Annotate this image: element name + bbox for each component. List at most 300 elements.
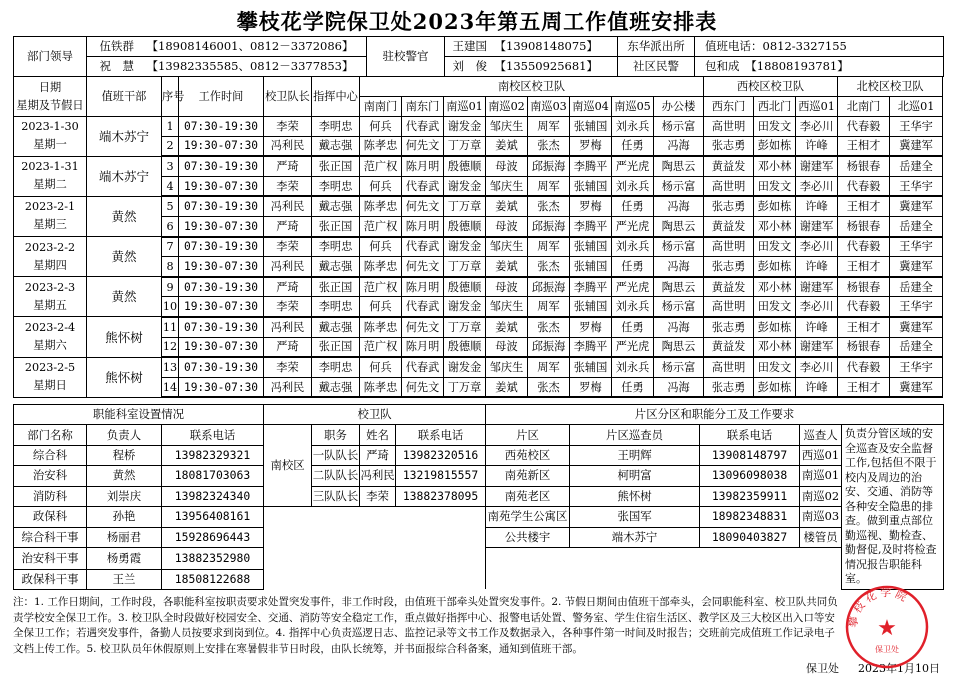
guard-name: 王华宇 xyxy=(890,297,943,317)
duty-cadre: 黄然 xyxy=(87,196,162,236)
guard-name: 张正国 xyxy=(312,156,360,176)
guard-name: 丁万章 xyxy=(444,257,486,277)
week-text: 星期四 xyxy=(33,258,67,272)
guard-name: 杨示富 xyxy=(654,357,704,377)
guard-role: 三队队长 xyxy=(312,486,360,506)
guard-name: 罗梅 xyxy=(570,377,612,397)
guard-name: 高世明 xyxy=(704,297,754,317)
guard-name: 高世明 xyxy=(704,117,754,137)
date-text: 2023-1-30 xyxy=(21,120,79,134)
guard-name: 李必川 xyxy=(796,297,838,317)
contact-row xyxy=(14,445,944,465)
guard-name: 张杰 xyxy=(528,196,570,216)
guard-name: 谢建军 xyxy=(796,277,838,297)
west-team-header: 西校区校卫队 xyxy=(704,77,838,97)
dept-head: 杨丽君 xyxy=(87,528,162,548)
police-name: 刘 俊 xyxy=(445,57,495,77)
guard-name: 高世明 xyxy=(704,357,754,377)
guard-name: 黄益发 xyxy=(704,337,754,357)
guard-name: 罗梅 xyxy=(570,196,612,216)
date-text: 2023-1-31 xyxy=(21,160,79,174)
guard-name: 冯海 xyxy=(654,257,704,277)
guard-name: 何先文 xyxy=(402,317,444,337)
guard-name: 谢建军 xyxy=(796,216,838,236)
work-time: 07:30-19:30 xyxy=(179,357,264,377)
guard-name: 王华宇 xyxy=(890,357,943,377)
guard-name: 邹庆生 xyxy=(486,357,528,377)
guard-name: 何兵 xyxy=(360,117,402,137)
post-header: 南巡03 xyxy=(528,97,570,117)
guard-name: 李明忠 xyxy=(312,117,360,137)
schedule-row xyxy=(14,237,943,257)
guard-name: 李腾平 xyxy=(570,156,612,176)
guard-name: 代春毅 xyxy=(838,297,890,317)
guard-section-title: 校卫队 xyxy=(264,405,486,425)
guard-name: 黄益发 xyxy=(704,156,754,176)
seq-number: 7 xyxy=(162,237,179,257)
dept-phone: 13982329321 xyxy=(162,445,264,465)
guard-name: 任勇 xyxy=(612,136,654,156)
seq-number: 3 xyxy=(162,156,179,176)
duty-header: 值班干部 xyxy=(87,77,162,117)
seq-number: 6 xyxy=(162,216,179,236)
duty-cadre: 端木苏宁 xyxy=(87,117,162,157)
seal-star-icon: ★ xyxy=(877,616,897,641)
guard-name: 邹庆生 xyxy=(486,297,528,317)
guard-name: 张杰 xyxy=(528,257,570,277)
zone-name: 南苑老区 xyxy=(486,486,570,506)
post-header: 南巡04 xyxy=(570,97,612,117)
guard-name: 陈月明 xyxy=(402,216,444,236)
guard-name: 严琦 xyxy=(264,156,312,176)
dept-section-title: 职能科室设置情况 xyxy=(14,405,264,425)
dept-head: 程桥 xyxy=(87,445,162,465)
guard-name: 张正国 xyxy=(312,277,360,297)
guard-name: 殷德顺 xyxy=(444,337,486,357)
guard-name: 陶思云 xyxy=(654,216,704,236)
guard-name: 杨示富 xyxy=(654,176,704,196)
station-name: 东华派出所 xyxy=(618,37,695,57)
guard-name: 张辅国 xyxy=(570,176,612,196)
guard-name: 谢发金 xyxy=(444,237,486,257)
guard-name: 严光虎 xyxy=(612,156,654,176)
guard-name: 姜斌 xyxy=(486,136,528,156)
guard-name: 陶思云 xyxy=(654,337,704,357)
guard-name: 刘永兵 xyxy=(612,237,654,257)
community-label: 社区民警 xyxy=(618,57,695,77)
police-phone: 【13550925681】 xyxy=(495,57,618,77)
work-time: 07:30-19:30 xyxy=(179,117,264,137)
dept-name: 政保科干事 xyxy=(14,569,87,589)
zone-inspector: 端木苏宁 xyxy=(570,528,700,548)
guard-name: 邹庆生 xyxy=(486,117,528,137)
leader-phone: 【18908146001、0812－3372086】 xyxy=(147,37,367,57)
schedule-row xyxy=(14,196,943,216)
date-cell xyxy=(14,156,87,196)
official-seal xyxy=(844,584,930,670)
week-text: 星期六 xyxy=(33,339,67,353)
guard-name: 冯利民 xyxy=(264,196,312,216)
post-header: 北巡01 xyxy=(890,97,943,117)
guard-name: 彭如栋 xyxy=(754,377,796,397)
guard-name: 杨示富 xyxy=(654,117,704,137)
zone-phone: 18982348831 xyxy=(700,506,800,527)
zone-name: 南苑新区 xyxy=(486,466,570,486)
captain-header: 校卫队长 xyxy=(264,77,312,117)
guard-name: 代春毅 xyxy=(838,117,890,137)
post-header: 北南门 xyxy=(838,97,890,117)
post-header: 办公楼 xyxy=(654,97,704,117)
police-label: 驻校警官 xyxy=(367,37,445,77)
guard-name: 戴志强 xyxy=(312,136,360,156)
guard-name: 李荣 xyxy=(264,117,312,137)
guard-name: 邓小林 xyxy=(754,277,796,297)
guard-name: 张辅国 xyxy=(570,297,612,317)
guard-area: 南校区 xyxy=(264,425,312,507)
guard-name: 严琦 xyxy=(360,445,396,465)
guard-name: 李明忠 xyxy=(312,176,360,196)
duty-cadre: 黄然 xyxy=(87,277,162,317)
guard-name: 罗梅 xyxy=(570,136,612,156)
dept-head: 王兰 xyxy=(87,569,162,589)
guard-name: 刘永兵 xyxy=(612,357,654,377)
guard-name: 李荣 xyxy=(360,486,396,506)
center-header: 指挥中心 xyxy=(312,77,360,117)
guard-name: 张辅国 xyxy=(570,357,612,377)
work-time: 19:30-07:30 xyxy=(179,176,264,196)
guard-name: 冯海 xyxy=(654,377,704,397)
guard-name: 王华宇 xyxy=(890,237,943,257)
guard-name: 陈孝忠 xyxy=(360,136,402,156)
guard-name: 张辅国 xyxy=(570,117,612,137)
guard-name: 冯利民 xyxy=(264,317,312,337)
post-header: 西巡01 xyxy=(796,97,838,117)
guard-name: 李荣 xyxy=(264,176,312,196)
guard-name: 丁万章 xyxy=(444,196,486,216)
guard-name: 范广权 xyxy=(360,156,402,176)
guard-name: 李必川 xyxy=(796,117,838,137)
guard-phone: 13219815557 xyxy=(396,466,486,486)
schedule-row xyxy=(14,117,943,137)
guard-name: 田发文 xyxy=(754,117,796,137)
guard-phone: 13882378095 xyxy=(396,486,486,506)
zone-patrol: 南巡03 xyxy=(800,506,842,527)
guard-phone: 13982320516 xyxy=(396,445,486,465)
guard-name: 罗梅 xyxy=(570,317,612,337)
guard-name: 杨示富 xyxy=(654,297,704,317)
guard-name: 严光虎 xyxy=(612,337,654,357)
guard-name: 陈孝忠 xyxy=(360,196,402,216)
zone-requirements: 负责分管区域的安全巡查及安全监督工作,包括但不限于校内及周边的治安、交通、消防等各种安全隐患的排查。做到重点部位勤巡视、勤检查、勤督促,及时将检查情况报告职能科室。 xyxy=(842,425,944,590)
guard-name: 代春武 xyxy=(402,117,444,137)
guard-name: 谢建军 xyxy=(796,337,838,357)
dept-head: 黄然 xyxy=(87,466,162,486)
guard-name: 范广权 xyxy=(360,277,402,297)
dept-phone: 13982324340 xyxy=(162,486,264,506)
police-phone: 【13908148075】 xyxy=(495,37,618,57)
guard-name: 周军 xyxy=(528,357,570,377)
dept-phone: 13956408161 xyxy=(162,506,264,527)
guard-name: 冀建军 xyxy=(890,317,943,337)
guard-role: 一队队长 xyxy=(312,445,360,465)
guard-name: 姜斌 xyxy=(486,317,528,337)
guard-name: 何兵 xyxy=(360,297,402,317)
guard-col-header: 职务 xyxy=(312,425,360,445)
guard-name: 李必川 xyxy=(796,357,838,377)
guard-name: 姜斌 xyxy=(486,257,528,277)
guard-name: 邱振海 xyxy=(528,337,570,357)
dept-phone: 18508122688 xyxy=(162,569,264,589)
post-header: 西北门 xyxy=(754,97,796,117)
guard-name: 周军 xyxy=(528,297,570,317)
week-text: 星期五 xyxy=(33,298,67,312)
guard-name: 何兵 xyxy=(360,357,402,377)
leader-phone: 【13982335585、0812－3377853】 xyxy=(147,57,367,77)
guard-name: 许峰 xyxy=(796,196,838,216)
zone-patrol: 楼管员 xyxy=(800,528,842,548)
duty-cadre: 黄然 xyxy=(87,237,162,277)
guard-name: 戴志强 xyxy=(312,317,360,337)
date-text: 2023-2-3 xyxy=(24,280,76,294)
dept-head: 杨勇霞 xyxy=(87,548,162,569)
guard-name: 丁万章 xyxy=(444,136,486,156)
dept-name: 政保科 xyxy=(14,506,87,527)
seq-number: 14 xyxy=(162,377,179,397)
leader-name: 伍铁群 xyxy=(87,37,147,57)
guard-name: 谢建军 xyxy=(796,156,838,176)
guard-col-header: 联系电话 xyxy=(396,425,486,445)
schedule-row xyxy=(14,277,943,297)
seq-header: 序号 xyxy=(162,77,179,117)
guard-name: 谢发金 xyxy=(444,297,486,317)
guard-name: 许峰 xyxy=(796,317,838,337)
guard-name: 刘永兵 xyxy=(612,176,654,196)
guard-name: 代春毅 xyxy=(838,237,890,257)
post-header: 南巡02 xyxy=(486,97,528,117)
guard-name: 殷德顺 xyxy=(444,216,486,236)
guard-name: 范广权 xyxy=(360,216,402,236)
dept-phone: 13882352980 xyxy=(162,548,264,569)
work-time: 07:30-19:30 xyxy=(179,277,264,297)
guard-name: 冯海 xyxy=(654,136,704,156)
zone-inspector: 熊怀树 xyxy=(570,486,700,506)
guard-name: 李明忠 xyxy=(312,357,360,377)
seq-number: 9 xyxy=(162,277,179,297)
guard-name: 田发文 xyxy=(754,237,796,257)
guard-name: 张志勇 xyxy=(704,257,754,277)
guard-name: 邱振海 xyxy=(528,216,570,236)
dept-name: 综合科干事 xyxy=(14,528,87,548)
guard-name: 李腾平 xyxy=(570,216,612,236)
guard-name: 冯利民 xyxy=(360,466,396,486)
week-text: 星期日 xyxy=(33,379,67,393)
schedule-row xyxy=(14,156,943,176)
dept-name: 治安科 xyxy=(14,466,87,486)
guard-name: 代春武 xyxy=(402,176,444,196)
post-header: 西东门 xyxy=(704,97,754,117)
guard-name: 任勇 xyxy=(612,317,654,337)
date-text: 2023-2-5 xyxy=(24,361,76,375)
week-header: 星期及节假日 xyxy=(16,98,84,112)
guard-name: 王相才 xyxy=(838,196,890,216)
guard-name: 陈月明 xyxy=(402,277,444,297)
guard-name: 岳建全 xyxy=(890,337,943,357)
work-time: 19:30-07:30 xyxy=(179,337,264,357)
guard-name: 彭如栋 xyxy=(754,257,796,277)
guard-name: 冀建军 xyxy=(890,257,943,277)
guard-name: 严光虎 xyxy=(612,216,654,236)
guard-name: 张杰 xyxy=(528,136,570,156)
guard-name: 李必川 xyxy=(796,237,838,257)
guard-name: 周军 xyxy=(528,176,570,196)
seq-number: 5 xyxy=(162,196,179,216)
guard-name: 周军 xyxy=(528,117,570,137)
guard-name: 杨银春 xyxy=(838,216,890,236)
leader-name: 祝 慧 xyxy=(87,57,147,77)
guard-name: 彭如栋 xyxy=(754,136,796,156)
guard-name: 张正国 xyxy=(312,337,360,357)
zone-name: 公共楼宇 xyxy=(486,528,570,548)
duty-phone: 值班电话：0812-3327155 xyxy=(695,37,944,57)
guard-name: 岳建全 xyxy=(890,277,943,297)
post-header: 南南门 xyxy=(360,97,402,117)
guard-name: 陶思云 xyxy=(654,156,704,176)
guard-name: 杨银春 xyxy=(838,277,890,297)
guard-name: 母波 xyxy=(486,156,528,176)
guard-name: 任勇 xyxy=(612,257,654,277)
guard-name: 许峰 xyxy=(796,257,838,277)
week-text: 星期三 xyxy=(33,218,67,232)
time-header: 工作时间 xyxy=(179,77,264,117)
guard-name: 母波 xyxy=(486,337,528,357)
guard-name: 陈孝忠 xyxy=(360,257,402,277)
zone-col-header: 联系电话 xyxy=(700,425,800,445)
contact-row xyxy=(14,486,944,506)
guard-role: 二队队长 xyxy=(312,466,360,486)
guard-name: 母波 xyxy=(486,216,528,236)
guard-name: 王相才 xyxy=(838,377,890,397)
zone-inspector: 张国军 xyxy=(570,506,700,527)
dept-phone: 18081703063 xyxy=(162,466,264,486)
seq-number: 8 xyxy=(162,257,179,277)
guard-name: 何兵 xyxy=(360,237,402,257)
guard-name: 陶思云 xyxy=(654,277,704,297)
guard-name: 张志勇 xyxy=(704,377,754,397)
guard-name: 谢发金 xyxy=(444,357,486,377)
date-text: 2023-2-1 xyxy=(24,200,76,214)
guard-col-header: 姓名 xyxy=(360,425,396,445)
duty-cadre: 端木苏宁 xyxy=(87,156,162,196)
guard-name: 邹庆生 xyxy=(486,176,528,196)
zone-col-header: 巡查人 xyxy=(800,425,842,445)
date-cell xyxy=(14,357,87,397)
guard-name: 许峰 xyxy=(796,136,838,156)
police-name: 王建国 xyxy=(445,37,495,57)
guard-name: 张杰 xyxy=(528,377,570,397)
guard-name: 许峰 xyxy=(796,377,838,397)
community-officer: 包和成 【18808193781】 xyxy=(695,57,944,77)
seq-number: 11 xyxy=(162,317,179,337)
guard-name: 谢发金 xyxy=(444,176,486,196)
dept-phone: 15928696443 xyxy=(162,528,264,548)
schedule-row xyxy=(14,317,943,337)
guard-name: 丁万章 xyxy=(444,377,486,397)
dept-head: 孙艳 xyxy=(87,506,162,527)
guard-name: 谢发金 xyxy=(444,117,486,137)
dept-col-header: 负责人 xyxy=(87,425,162,445)
guard-name: 严琦 xyxy=(264,337,312,357)
guard-name: 张辅国 xyxy=(570,257,612,277)
date-cell xyxy=(14,196,87,236)
guard-name: 邹庆生 xyxy=(486,237,528,257)
guard-blank xyxy=(264,506,486,589)
guard-name: 周军 xyxy=(528,237,570,257)
date-text: 2023-2-2 xyxy=(24,240,76,254)
guard-name: 陈月明 xyxy=(402,156,444,176)
work-time: 07:30-19:30 xyxy=(179,156,264,176)
guard-name: 戴志强 xyxy=(312,377,360,397)
zone-name: 西苑校区 xyxy=(486,445,570,465)
guard-name: 何先文 xyxy=(402,257,444,277)
date-header: 日期 xyxy=(38,80,62,94)
guard-name: 黄益发 xyxy=(704,277,754,297)
guard-name: 邓小林 xyxy=(754,337,796,357)
guard-name: 何先文 xyxy=(402,136,444,156)
guard-name: 张志勇 xyxy=(704,196,754,216)
post-header: 南东门 xyxy=(402,97,444,117)
guard-name: 母波 xyxy=(486,277,528,297)
duty-cadre: 熊怀树 xyxy=(87,357,162,397)
guard-name: 冯海 xyxy=(654,196,704,216)
guard-name: 李荣 xyxy=(264,297,312,317)
guard-name: 李明忠 xyxy=(312,237,360,257)
work-time: 07:30-19:30 xyxy=(179,196,264,216)
guard-name: 代春毅 xyxy=(838,176,890,196)
seq-number: 12 xyxy=(162,337,179,357)
dept-name: 消防科 xyxy=(14,486,87,506)
guard-name: 岳建全 xyxy=(890,216,943,236)
guard-name: 李腾平 xyxy=(570,337,612,357)
zone-name: 南苑学生公寓区 xyxy=(486,506,570,527)
guard-name: 田发文 xyxy=(754,357,796,377)
date-cell xyxy=(14,117,87,157)
guard-name: 代春武 xyxy=(402,357,444,377)
zone-phone: 13096098038 xyxy=(700,466,800,486)
guard-name: 杨示富 xyxy=(654,237,704,257)
guard-name: 冀建军 xyxy=(890,196,943,216)
dept-name: 治安科干事 xyxy=(14,548,87,569)
north-team-header: 北校区校卫队 xyxy=(838,77,943,97)
zone-patrol: 南巡02 xyxy=(800,486,842,506)
guard-name: 代春武 xyxy=(402,297,444,317)
post-header: 南巡01 xyxy=(444,97,486,117)
seal-bottom-text: 保卫处 xyxy=(875,645,899,654)
guard-name: 张杰 xyxy=(528,317,570,337)
guard-name: 李荣 xyxy=(264,237,312,257)
guard-name: 陈孝忠 xyxy=(360,377,402,397)
guard-name: 王相才 xyxy=(838,136,890,156)
south-team-header: 南校区校卫队 xyxy=(360,77,704,97)
date-cell xyxy=(14,237,87,277)
work-time: 19:30-07:30 xyxy=(179,216,264,236)
guard-name: 严琦 xyxy=(264,216,312,236)
seq-number: 10 xyxy=(162,297,179,317)
duty-cadre: 熊怀树 xyxy=(87,317,162,357)
seq-number: 1 xyxy=(162,117,179,137)
guard-name: 田发文 xyxy=(754,176,796,196)
seal-top-text: 攀枝花学院 xyxy=(846,586,912,629)
guard-name: 任勇 xyxy=(612,377,654,397)
